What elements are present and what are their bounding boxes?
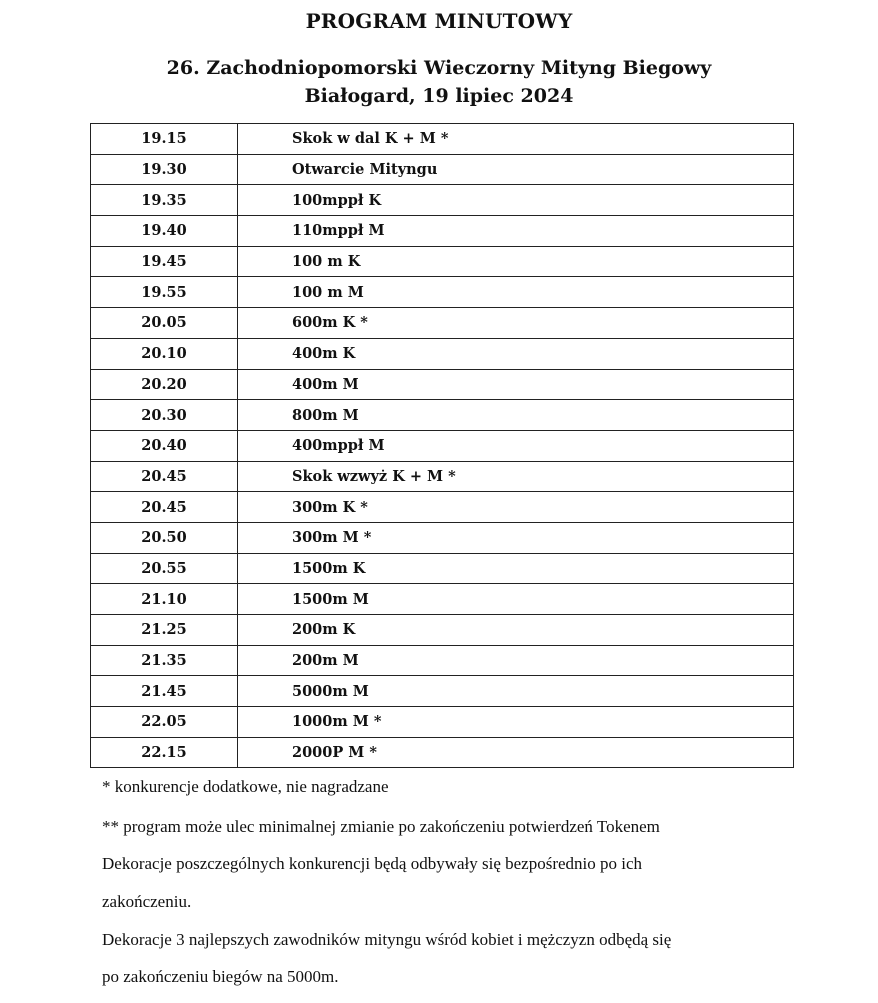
schedule-time-cell: 19.40 <box>91 216 238 247</box>
schedule-event-cell: Skok w dal K + M * <box>238 124 794 155</box>
schedule-event-cell: 200m K <box>238 615 794 646</box>
schedule-time-cell: 21.10 <box>91 584 238 615</box>
table-row <box>91 430 794 461</box>
schedule-event-cell: 5000m M <box>238 676 794 707</box>
schedule-event-cell: 110mppł M <box>238 216 794 247</box>
schedule-event-cell: 300m K * <box>238 492 794 523</box>
schedule-event-cell: Skok wzwyż K + M * <box>238 461 794 492</box>
event-name: 26. Zachodniopomorski Wieczorny Mityng Biegowy <box>166 57 712 79</box>
schedule-event-cell: 2000P M * <box>238 737 794 768</box>
table-row <box>91 461 794 492</box>
table-row <box>91 400 794 431</box>
schedule-time-cell: 21.25 <box>91 615 238 646</box>
schedule-table-body <box>91 124 794 768</box>
schedule-event-cell: Otwarcie Mityngu <box>238 154 794 185</box>
table-row <box>91 492 794 523</box>
footnote-program-change: ** program może ulec minimalnej zmianie po zakończeniu potwierdzeń Tokenem <box>102 817 660 836</box>
schedule-table <box>90 123 794 768</box>
table-row <box>91 584 794 615</box>
table-row <box>91 308 794 339</box>
schedule-time-cell: 20.50 <box>91 522 238 553</box>
table-row <box>91 277 794 308</box>
note-decorations-line1: Dekoracje poszczególnych konkurencji będą odbywały się bezpośrednio po ich <box>102 854 643 873</box>
schedule-time-cell: 22.15 <box>91 737 238 768</box>
schedule-event-cell: 200m M <box>238 645 794 676</box>
schedule-event-cell: 100mppł K <box>238 185 794 216</box>
table-row <box>91 246 794 277</box>
footnote-additional-events: * konkurencje dodatkowe, nie nagradzane <box>102 777 389 796</box>
schedule-event-cell: 400m K <box>238 338 794 369</box>
table-row <box>91 676 794 707</box>
table-row <box>91 615 794 646</box>
schedule-time-cell: 19.45 <box>91 246 238 277</box>
table-row <box>91 737 794 768</box>
schedule-time-cell: 22.05 <box>91 707 238 738</box>
schedule-event-cell: 300m M * <box>238 522 794 553</box>
schedule-event-cell: 600m K * <box>238 308 794 339</box>
table-row <box>91 707 794 738</box>
table-row <box>91 338 794 369</box>
schedule-event-cell: 400m M <box>238 369 794 400</box>
schedule-event-cell: 800m M <box>238 400 794 431</box>
schedule-time-cell: 20.30 <box>91 400 238 431</box>
schedule-time-cell: 20.40 <box>91 430 238 461</box>
table-row <box>91 216 794 247</box>
schedule-event-cell: 100 m M <box>238 277 794 308</box>
schedule-event-cell: 1500m K <box>238 553 794 584</box>
schedule-time-cell: 21.45 <box>91 676 238 707</box>
schedule-time-cell: 20.05 <box>91 308 238 339</box>
note-top3-line2: po zakończeniu biegów na 5000m. <box>102 967 339 986</box>
table-row <box>91 185 794 216</box>
table-row <box>91 645 794 676</box>
table-row <box>91 124 794 155</box>
schedule-time-cell: 20.10 <box>91 338 238 369</box>
schedule-event-cell: 1500m M <box>238 584 794 615</box>
schedule-time-cell: 19.55 <box>91 277 238 308</box>
table-row <box>91 553 794 584</box>
schedule-time-cell: 20.45 <box>91 461 238 492</box>
table-row <box>91 369 794 400</box>
schedule-time-cell: 19.35 <box>91 185 238 216</box>
event-location-date: Białogard, 19 lipiec 2024 <box>304 85 574 107</box>
note-top3-line1: Dekoracje 3 najlepszych zawodników mityngu wśród kobiet i mężczyzn odbędą się <box>102 930 672 949</box>
schedule-time-cell: 19.15 <box>91 124 238 155</box>
table-row <box>91 154 794 185</box>
schedule-event-cell: 400mppł M <box>238 430 794 461</box>
note-decorations-line2: zakończeniu. <box>102 892 192 911</box>
schedule-time-cell: 20.55 <box>91 553 238 584</box>
schedule-time-cell: 20.20 <box>91 369 238 400</box>
schedule-event-cell: 1000m M * <box>238 707 794 738</box>
schedule-time-cell: 20.45 <box>91 492 238 523</box>
table-row <box>91 522 794 553</box>
schedule-time-cell: 21.35 <box>91 645 238 676</box>
page-title: PROGRAM MINUTOWY <box>305 9 573 33</box>
schedule-event-cell: 100 m K <box>238 246 794 277</box>
schedule-time-cell: 19.30 <box>91 154 238 185</box>
